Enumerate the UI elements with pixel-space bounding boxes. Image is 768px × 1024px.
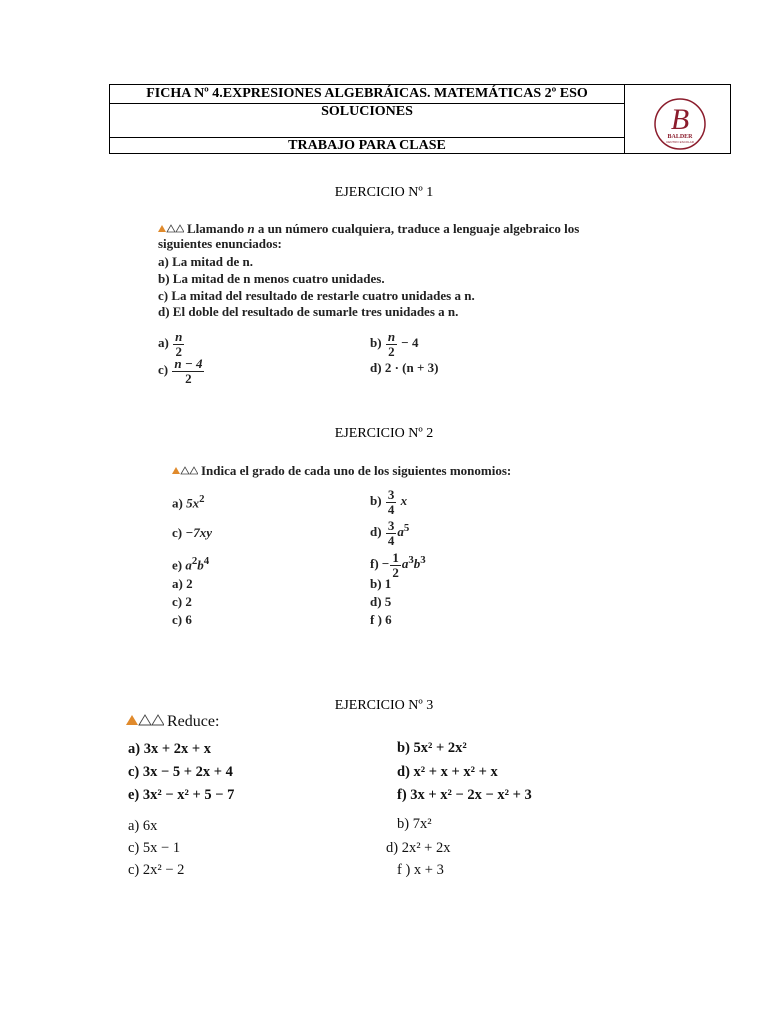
reduce-item-c: c) 3x − 5 + 2x + 4 [128, 764, 233, 780]
exercise-1-title: EJERCICIO Nº 1 [334, 185, 434, 200]
monomial-d: d) $\frac{3}{4}$ $a^5$ [370, 518, 410, 548]
monomial-a: a) $5x^2$ [172, 493, 205, 511]
exercise-2-answer-f: f ) 6 [370, 612, 392, 627]
exercise-1-answer-c: c) $\frac{n - 4}{2}$ [158, 356, 203, 386]
exercise-3-statement: Reduce: [126, 713, 219, 731]
svg-text:BALDER: BALDER [667, 134, 693, 140]
exercise-2-answer-e: c) 6 [172, 612, 192, 627]
exercise-1-answer-d: d) 2 · (n + 3) [370, 360, 439, 375]
exercise-1-answer-b: b) $\frac{n}{2}$ − 4 [370, 329, 419, 359]
exercise-2-answer-d: d) 5 [370, 594, 392, 609]
exercise-1-item-d: d) El doble del resultado de sumarle tres unidades a n. [158, 304, 459, 319]
exercise-1-statement: Llamando n a un número cualquiera, traduce a lenguaje algebraico los [158, 221, 579, 237]
exercise-3-answer-e: c) 2x² − 2 [128, 862, 185, 878]
difficulty-triangles-icon [126, 714, 164, 726]
exercise-3-answer-b: b) 7x² [397, 816, 432, 832]
svg-text:CENTRO ESCOLAR: CENTRO ESCOLAR [666, 140, 694, 144]
reduce-item-f: f) 3x + x² − 2x − x² + 3 [397, 787, 532, 803]
exercise-2-statement: Indica el grado de cada uno de los siguientes monomios: [172, 463, 511, 479]
reduce-item-d: d) x² + x + x² + x [397, 764, 498, 780]
header-title-cells [110, 85, 625, 153]
monomial-c: c) −7xy [172, 525, 213, 540]
exercise-3-answer-c: c) 5x − 1 [128, 840, 181, 856]
difficulty-triangles-icon [158, 224, 184, 233]
school-logo [653, 97, 707, 151]
exercise-1-item-b: b) La mitad de n menos cuatro unidades. [158, 271, 385, 286]
monomial-b: b) $\frac{3}{4}$ x [370, 487, 408, 517]
exercise-3-title: EJERCICIO Nº 3 [334, 698, 434, 713]
svg-text:B: B [670, 103, 690, 136]
exercise-2-answer-c: c) 2 [172, 594, 192, 609]
worksheet-subtitle: SOLUCIONES [321, 104, 413, 119]
exercise-1-statement-line2: siguientes enunciados: [158, 236, 282, 251]
exercise-1-item-c: c) La mitad del resultado de restarle cuatro unidades a n. [158, 288, 475, 303]
reduce-item-b: b) 5x² + 2x² [397, 740, 467, 756]
monomial-e: e) $a^2b^4$ [172, 555, 210, 573]
worksheet-title: FICHA Nº 4.EXPRESIONES ALGEBRÁICAS. MATEMÁTICAS 2º ESO [146, 86, 588, 101]
exercise-2-title: EJERCICIO Nº 2 [334, 426, 434, 441]
exercise-2-answer-b: b) 1 [370, 576, 392, 591]
exercise-3-answer-f: f ) x + 3 [397, 862, 444, 878]
worksheet-section: TRABAJO PARA CLASE [288, 138, 446, 153]
exercise-1-item-a: a) La mitad de n. [158, 254, 253, 269]
exercise-3-answer-a: a) 6x [128, 818, 158, 834]
exercise-1-answer-a: a) $\frac{n}{2}$ [158, 329, 183, 359]
difficulty-triangles-icon [172, 466, 198, 475]
header-table [109, 84, 731, 154]
reduce-item-a: a) 3x + 2x + x [128, 741, 211, 757]
monomial-f: f) − $\frac{1}{2}$ $a^3b^3$ [370, 550, 426, 580]
exercise-3-answer-d: d) 2x² + 2x [386, 840, 451, 856]
exercise-2-answer-a: a) 2 [172, 576, 193, 591]
reduce-item-e: e) 3x² − x² + 5 − 7 [128, 787, 235, 803]
